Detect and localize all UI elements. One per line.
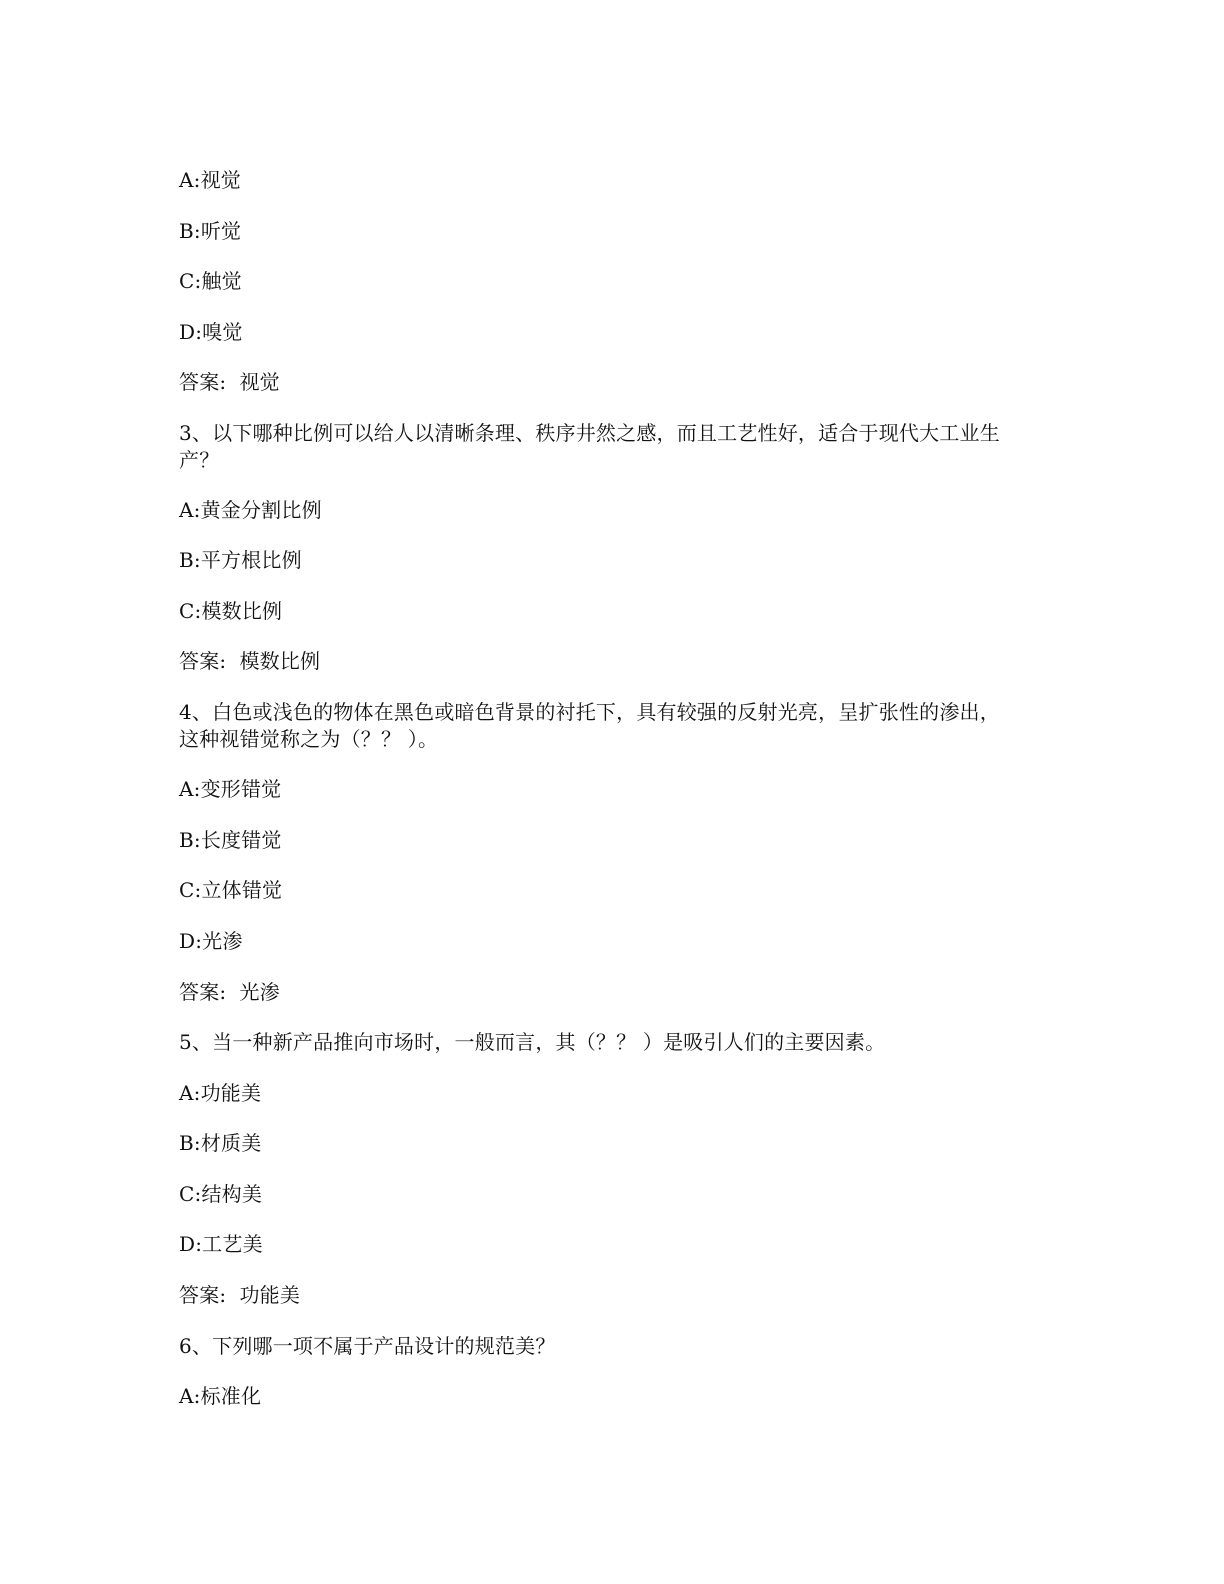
option-line: B:平方根比例 xyxy=(179,548,302,572)
answer-line: 答案: 光渗 xyxy=(179,980,280,1004)
option-line: A:视觉 xyxy=(179,168,241,192)
option-line: A:变形错觉 xyxy=(179,777,282,801)
option-line: C:触觉 xyxy=(179,269,242,293)
option-line: A:黄金分割比例 xyxy=(179,498,322,522)
question-line: 4、白色或浅色的物体在黑色或暗色背景的衬托下，具有较强的反射光亮，呈扩张性的渗出， xyxy=(179,700,1000,724)
question-line: 5、当一种新产品推向市场时，一般而言，其（？？ ）是吸引人们的主要因素。 xyxy=(179,1030,886,1054)
option-line: A:功能美 xyxy=(179,1081,262,1105)
question-line: 6、下列哪一项不属于产品设计的规范美？ xyxy=(179,1334,556,1358)
answer-line: 答案: 视觉 xyxy=(179,370,280,394)
option-line: B:材质美 xyxy=(179,1131,262,1155)
option-line: C:模数比例 xyxy=(179,599,283,623)
question-line: 3、以下哪种比例可以给人以清晰条理、秩序井然之感，而且工艺性好，适合于现代大工业生 xyxy=(179,421,1000,445)
option-line: B:长度错觉 xyxy=(179,828,282,852)
option-line: C:结构美 xyxy=(179,1182,263,1206)
option-line: B:听觉 xyxy=(179,219,242,243)
answer-line: 答案: 模数比例 xyxy=(179,649,321,673)
option-line: D:嗅觉 xyxy=(179,320,243,344)
option-line: C:立体错觉 xyxy=(179,878,283,902)
option-line: A:标准化 xyxy=(179,1384,262,1408)
answer-line: 答案: 功能美 xyxy=(179,1283,301,1307)
option-line: D:工艺美 xyxy=(179,1232,263,1256)
question-line: 这种视错觉称之为（？？ ）。 xyxy=(179,727,439,751)
option-line: D:光渗 xyxy=(179,929,243,953)
question-line: 产？ xyxy=(179,448,220,472)
